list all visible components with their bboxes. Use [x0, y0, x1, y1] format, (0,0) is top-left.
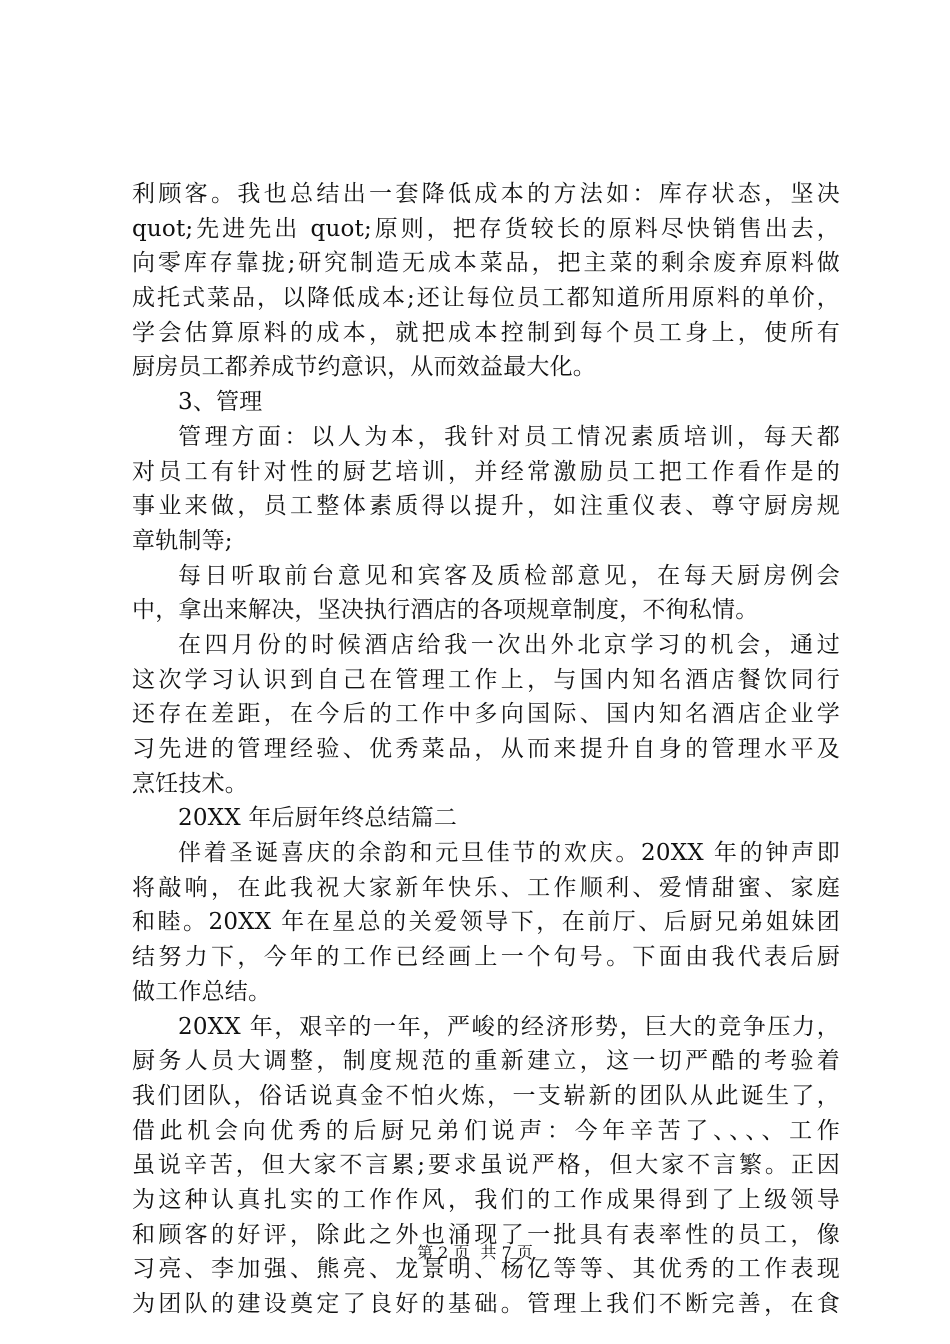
text-line: 习亮、李加强、熊亮、龙景明、杨亿等等、其优秀的工作表现 [132, 1256, 840, 1283]
text-line: 3、管理 [178, 389, 263, 416]
text-line: 向零库存靠拢;研究制造无成本菜品，把主菜的剩余废弃原料做 [132, 250, 840, 277]
text-line: 做工作总结。 [132, 978, 272, 1005]
text-line: 和睦。20XX 年在星总的关爱领导下，在前厅、后厨兄弟姐妹团 [132, 909, 840, 936]
text-line: 将敲响，在此我祝大家新年快乐、工作顺利、爱情甜蜜、家庭 [132, 874, 840, 901]
text-line: 20XX 年后厨年终总结篇二 [178, 805, 458, 832]
text-line: 学会估算原料的成本，就把成本控制到每个员工身上，使所有 [132, 319, 840, 346]
text-line: 厨房员工都养成节约意识，从而效益最大化。 [132, 354, 596, 381]
text-line: 管理方面：以人为本，我针对员工情况素质培训，每天都 [178, 423, 840, 450]
text-line: 在四月份的时候酒店给我一次出外北京学习的机会，通过 [178, 631, 840, 658]
text-line: 20XX 年，艰辛的一年，严峻的经济形势，巨大的竞争压力， [178, 1013, 840, 1040]
text-line: 利顾客。我也总结出一套降低成本的方法如：库存状态，坚决 [132, 181, 840, 207]
text-line: 习先进的管理经验、优秀菜品，从而来提升自身的管理水平及 [132, 736, 840, 762]
text-line: 还存在差距，在今后的工作中多向国际、国内知名酒店企业学 [132, 701, 840, 728]
document-body [132, 177, 840, 1322]
text-line: 这次学习认识到自己在管理工作上，与国内知名酒店餐饮同行 [132, 666, 840, 693]
text-line: 虽说辛苦，但大家不言累;要求虽说严格，但大家不言繁。正因 [132, 1152, 840, 1179]
page-number: 第 2 页 [417, 1243, 470, 1262]
text-line: 伴着圣诞喜庆的余韵和元旦佳节的欢庆。20XX 年的钟声即 [178, 840, 840, 867]
page-footer [0, 1243, 950, 1263]
text-line: quot;先进先出 quot;原则，把存货较长的原料尽快销售出去， [132, 215, 840, 242]
text-line: 结努力下，今年的工作已经画上一个句号。下面由我代表后厨 [132, 944, 840, 971]
text-line: 事业来做，员工整体素质得以提升，如注重仪表、尊守厨房规 [132, 493, 840, 520]
page-total: 共 7 页 [480, 1243, 533, 1262]
text-line: 我们团队，俗话说真金不怕火炼，一支崭新的团队从此诞生了， [132, 1082, 840, 1109]
text-line: 厨务人员大调整，制度规范的重新建立，这一切严酷的考验着 [132, 1048, 840, 1075]
text-line: 章轨制等; [132, 527, 233, 554]
text-line: 为这种认真扎实的工作作风，我们的工作成果得到了上级领导 [132, 1186, 840, 1213]
text-line: 借此机会向优秀的后厨兄弟们说声：今年辛苦了、、、、工作 [132, 1117, 840, 1144]
text-line: 烹饪技术。 [132, 770, 248, 797]
text-line: 中，拿出来解决，坚决执行酒店的各项规章制度，不徇私情。 [132, 597, 759, 624]
text-line: 和顾客的好评，除此之外也涌现了一批具有表率性的员工，像 [132, 1221, 840, 1248]
text-line: 为团队的建设奠定了良好的基础。管理上我们不断完善，在食 [132, 1291, 840, 1317]
text-line: 每日听取前台意见和宾客及质检部意见，在每天厨房例会 [178, 562, 840, 589]
text-line: 对员工有针对性的厨艺培训，并经常激励员工把工作看作是的 [132, 458, 840, 485]
text-line: 成托式菜品，以降低成本;还让每位员工都知道所用原料的单价， [132, 285, 840, 312]
